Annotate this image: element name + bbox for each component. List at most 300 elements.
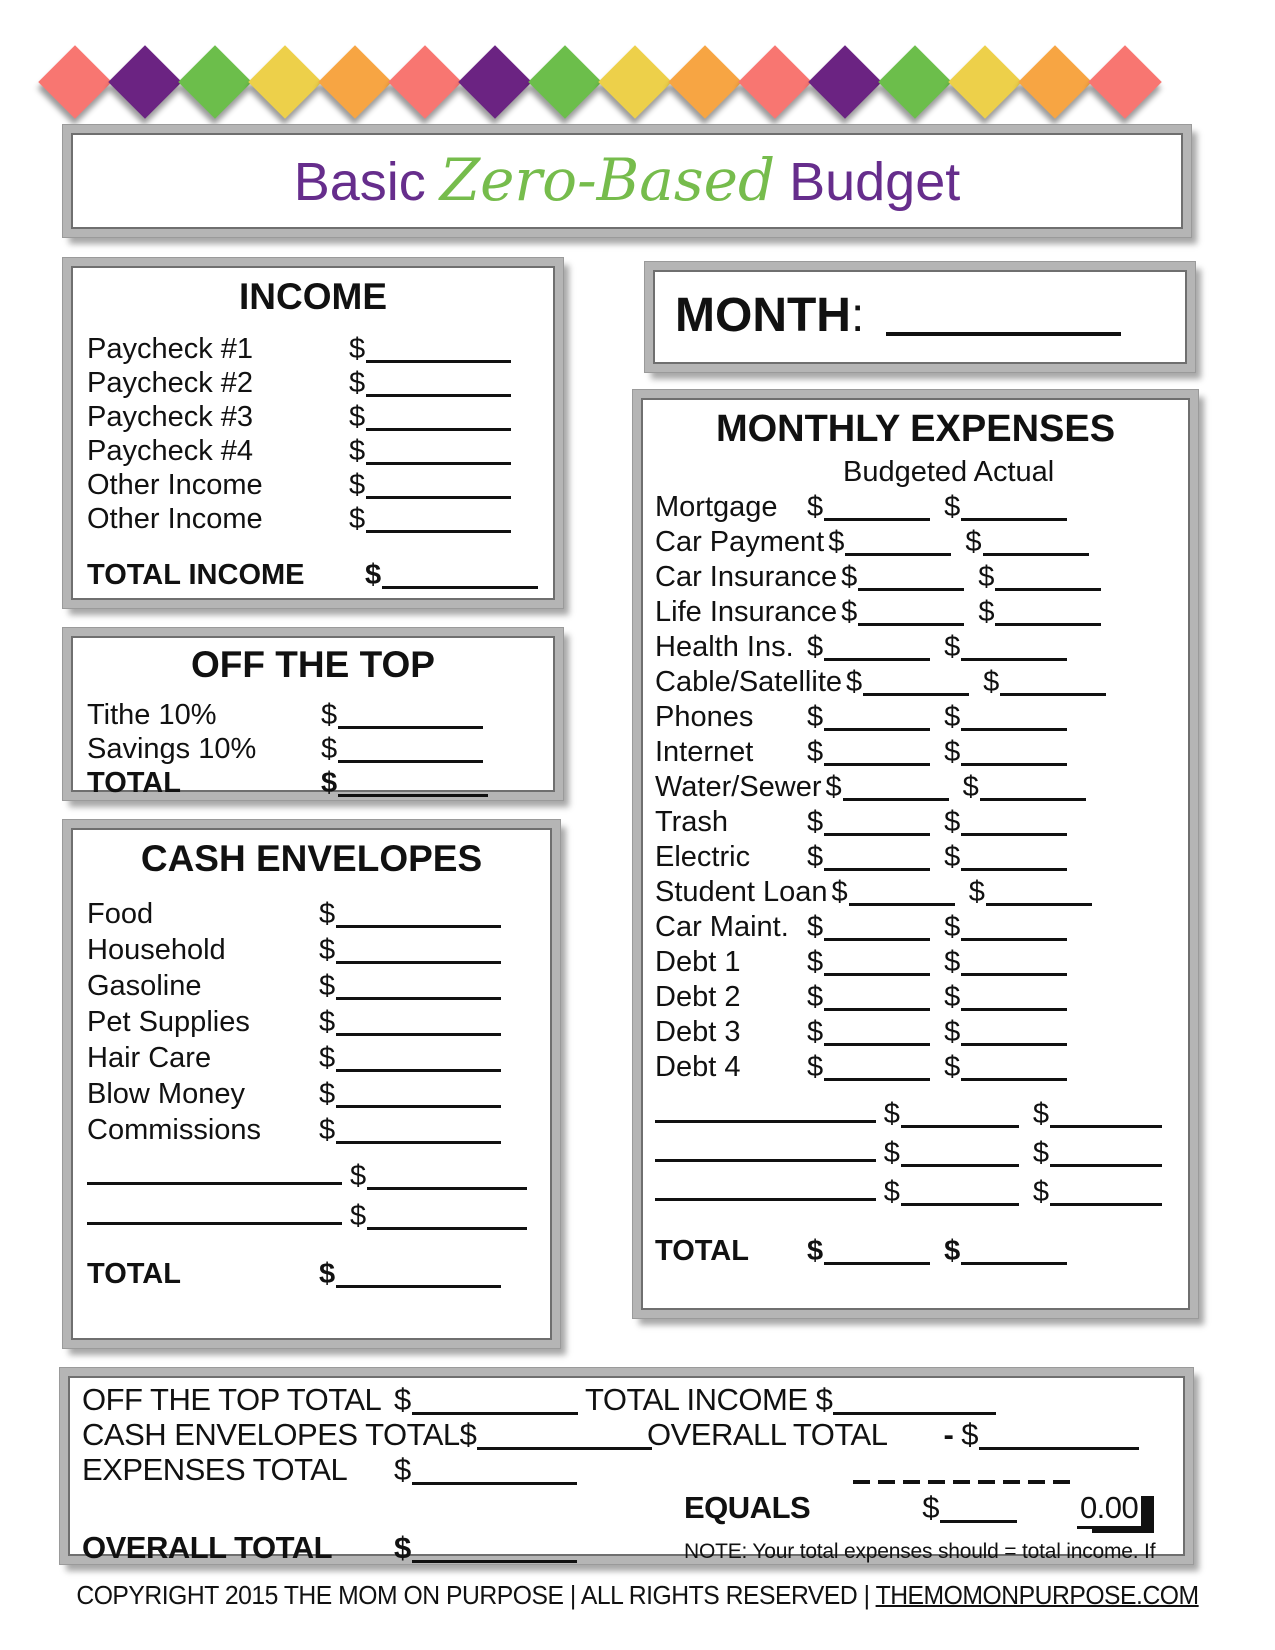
cash-envelope-label: Blow Money <box>87 1078 245 1110</box>
dollar-sign: $ <box>922 1490 939 1525</box>
summary-row-4 <box>82 1487 1171 1529</box>
expense-row <box>655 1050 1176 1085</box>
diamond-shape <box>598 45 672 119</box>
write-in-line <box>412 1482 577 1485</box>
diamond-shape <box>948 45 1022 119</box>
write-in-line <box>336 1105 501 1108</box>
budgeted-amount-field[interactable] <box>807 840 930 875</box>
income-amount-field[interactable] <box>349 332 511 366</box>
write-in-line <box>336 1069 501 1072</box>
actual-amount-field[interactable] <box>965 525 1088 560</box>
write-in-line <box>901 1125 1019 1128</box>
expense-row <box>655 945 1176 980</box>
budgeted-column-header: Budgeted <box>843 456 968 488</box>
dollar-sign: $ <box>807 1016 824 1048</box>
dollar-sign: $ <box>1032 1176 1049 1208</box>
month-box <box>645 262 1195 372</box>
actual-amount-field[interactable] <box>944 700 1067 735</box>
subtraction-line <box>853 1480 1075 1484</box>
dollar-sign: $ <box>394 1382 411 1417</box>
actual-amount-field[interactable] <box>978 560 1101 595</box>
write-in-line <box>824 938 930 941</box>
off-the-top-row <box>87 698 539 732</box>
expense-row <box>655 525 1176 560</box>
actual-amount-field[interactable] <box>944 735 1067 770</box>
write-in-line <box>412 1560 577 1563</box>
dollar-sign: $ <box>349 401 366 433</box>
budgeted-amount-field[interactable] <box>807 700 930 735</box>
total-income-summary-label: TOTAL INCOME <box>585 1382 808 1417</box>
dollar-sign: $ <box>807 491 824 523</box>
budgeted-amount-field[interactable] <box>807 910 930 945</box>
dollar-sign: $ <box>944 631 961 663</box>
cash-envelope-row <box>87 896 536 932</box>
dollar-sign: $ <box>319 1258 336 1290</box>
cash-envelope-row <box>87 1076 536 1112</box>
dollar-sign: $ <box>319 934 336 966</box>
income-label: Other Income <box>87 503 263 535</box>
expense-label: Car Maint. <box>655 911 789 943</box>
copyright-text: COPYRIGHT 2015 THE MOM ON PURPOSE | ALL RIGHTS RESERVED | <box>76 1580 876 1610</box>
actual-amount-field[interactable] <box>1033 1134 1162 1173</box>
overall-total-summary <box>82 1529 585 1566</box>
cash-envelopes-box <box>63 820 560 1348</box>
cash-envelope-amount-field[interactable] <box>350 1156 527 1196</box>
title-basic: Basic <box>293 152 426 212</box>
dollar-sign: $ <box>828 526 845 558</box>
diamond-shape <box>248 45 322 119</box>
write-in-line <box>824 1078 930 1081</box>
budgeted-amount-field[interactable] <box>828 525 951 560</box>
write-in-line <box>961 658 1067 661</box>
blank-category-line[interactable] <box>87 1182 342 1185</box>
expense-row <box>655 875 1176 910</box>
budgeted-amount-field[interactable] <box>807 805 930 840</box>
dollar-sign: $ <box>349 503 366 535</box>
write-in-line <box>336 925 501 928</box>
off-the-top-row <box>87 732 539 766</box>
expense-label: Debt 2 <box>655 981 741 1013</box>
budgeted-amount-field[interactable] <box>846 665 969 700</box>
diamond-shape <box>178 45 252 119</box>
actual-amount-field[interactable] <box>944 490 1067 525</box>
equals-row <box>585 1487 1171 1529</box>
income-label: Paycheck #1 <box>87 333 254 365</box>
write-in-line <box>338 726 483 729</box>
budgeted-amount-field[interactable] <box>807 1015 930 1050</box>
dollar-sign: $ <box>459 1417 477 1452</box>
expense-row <box>655 735 1176 770</box>
income-row <box>87 468 539 502</box>
diamond-shape <box>458 45 532 119</box>
dollar-sign: $ <box>944 911 961 943</box>
write-in-line <box>366 360 511 363</box>
expenses-total-row <box>655 1234 1176 1269</box>
cash-envelope-amount-field[interactable] <box>350 1196 527 1236</box>
cash-envelope-row <box>87 1004 536 1040</box>
expense-row <box>655 1015 1176 1050</box>
budgeted-amount-field[interactable] <box>884 1173 1019 1212</box>
blank-category-line[interactable] <box>655 1120 876 1123</box>
overall-total-subtraction <box>585 1417 1171 1452</box>
budgeted-amount-field[interactable] <box>832 875 955 910</box>
expense-row <box>655 840 1176 875</box>
income-amount-field[interactable] <box>349 468 511 502</box>
overall-total-right-label: OVERALL TOTAL <box>647 1417 888 1452</box>
actual-amount-field[interactable] <box>944 980 1067 1015</box>
note-cell <box>585 1529 1171 1570</box>
write-in-line <box>824 763 930 766</box>
cash-envelope-amount-field[interactable] <box>319 968 501 1004</box>
actual-amount-field[interactable] <box>944 945 1067 980</box>
actual-total-field[interactable] <box>944 1234 1067 1269</box>
actual-amount-field[interactable] <box>969 875 1092 910</box>
cash-envelope-label: Food <box>87 898 154 930</box>
summary-row-3 <box>82 1452 1171 1487</box>
income-label: Paycheck #4 <box>87 435 254 467</box>
summary-row-2 <box>82 1417 1171 1452</box>
dollar-sign: $ <box>944 1016 961 1048</box>
monthly-expenses-box <box>633 390 1198 1318</box>
cash-envelope-label: Commissions <box>87 1114 262 1146</box>
cash-envelopes-total-row <box>87 1256 536 1292</box>
title-budget: Budget <box>789 152 961 212</box>
expense-label: Student Loan <box>655 876 828 908</box>
write-in-line <box>961 763 1067 766</box>
cash-envelopes-header: CASH ENVELOPES <box>140 838 483 879</box>
budgeted-amount-field[interactable] <box>841 560 964 595</box>
dollar-sign: $ <box>807 806 824 838</box>
cash-envelope-amount-field[interactable] <box>319 932 501 968</box>
title-zero-based: Zero-Based <box>439 146 776 214</box>
write-in-line <box>824 1008 930 1011</box>
footer-link[interactable]: THEMOMONPURPOSE.COM <box>875 1580 1199 1610</box>
dollar-sign: $ <box>965 526 982 558</box>
budgeted-amount-field[interactable] <box>807 980 930 1015</box>
equals-target-value: 0.00 <box>1077 1490 1141 1529</box>
off-the-top-total-field[interactable] <box>321 766 488 800</box>
income-row <box>87 434 539 468</box>
write-in-line <box>1050 1164 1162 1167</box>
actual-amount-field[interactable] <box>978 595 1101 630</box>
expense-row <box>655 700 1176 735</box>
write-in-line <box>961 973 1067 976</box>
diamond-shape <box>738 45 812 119</box>
blank-category-line[interactable] <box>655 1159 876 1162</box>
cash-envelope-amount-field[interactable] <box>319 1040 501 1076</box>
overall-total-summary-field[interactable] <box>394 1530 577 1565</box>
off-the-top-total-summary-field[interactable] <box>394 1382 578 1417</box>
expense-label: Debt 3 <box>655 1016 741 1048</box>
cash-envelope-row <box>87 1112 536 1148</box>
expense-row <box>655 665 1176 700</box>
monthly-expenses-header: MONTHLY EXPENSES <box>715 408 1116 450</box>
write-in-line <box>1000 693 1106 696</box>
dollar-sign: $ <box>883 1098 900 1130</box>
dollar-sign: $ <box>883 1137 900 1169</box>
budgeted-total-field[interactable] <box>807 1234 930 1269</box>
write-in-line <box>366 462 511 465</box>
write-in-line <box>995 588 1101 591</box>
expense-rows <box>655 490 1176 1085</box>
income-total-row <box>87 558 539 592</box>
overall-total-subtraction-field[interactable] <box>943 1417 1139 1452</box>
title-box <box>63 125 1191 237</box>
diamond-shape <box>878 45 952 119</box>
dollar-sign: $ <box>944 981 961 1013</box>
income-amount-field[interactable] <box>349 502 511 536</box>
dollar-sign: $ <box>321 767 338 799</box>
month-colon: : <box>850 289 865 342</box>
expense-label: Internet <box>655 736 754 768</box>
write-in-line <box>858 588 964 591</box>
dollar-sign: $ <box>841 596 858 628</box>
expense-row <box>655 490 1176 525</box>
income-row <box>87 366 539 400</box>
income-label: Paycheck #2 <box>87 367 254 399</box>
write-in-line <box>858 623 964 626</box>
blank-expense-row <box>655 1173 1176 1212</box>
dollar-sign: $ <box>944 701 961 733</box>
equals-label: EQUALS <box>684 1490 811 1525</box>
write-in-line <box>901 1203 1019 1206</box>
budgeted-amount-field[interactable] <box>826 770 949 805</box>
dollar-sign: $ <box>1032 1098 1049 1130</box>
subtraction-line-cell <box>585 1452 1171 1487</box>
off-the-top-amount-field[interactable] <box>321 732 483 766</box>
budgeted-amount-field[interactable] <box>807 735 930 770</box>
write-in-line <box>986 903 1092 906</box>
blank-expense-row <box>655 1095 1176 1134</box>
dollar-sign: $ <box>983 666 1000 698</box>
dollar-sign: $ <box>319 898 336 930</box>
write-in-line <box>366 428 511 431</box>
expense-label: Mortgage <box>655 491 778 523</box>
expense-row <box>655 770 1176 805</box>
month-label: MONTH <box>675 289 851 342</box>
write-in-line <box>961 833 1067 836</box>
expense-label: Debt 1 <box>655 946 741 978</box>
write-in-line <box>961 1008 1067 1011</box>
dollar-sign: $ <box>349 469 366 501</box>
dollar-sign: $ <box>319 1078 336 1110</box>
write-in-line <box>367 1227 527 1230</box>
expenses-total-summary <box>82 1452 585 1487</box>
income-total-label: TOTAL INCOME <box>87 559 305 591</box>
expense-label: Trash <box>655 806 729 838</box>
dollar-sign: $ <box>841 561 858 593</box>
write-in-line <box>961 1262 1067 1265</box>
dollar-sign: $ <box>807 701 824 733</box>
dollar-sign: $ <box>807 911 824 943</box>
summary-box <box>60 1368 1193 1564</box>
expense-row <box>655 560 1176 595</box>
cash-envelope-label: Pet Supplies <box>87 1006 250 1038</box>
budgeted-amount-field[interactable] <box>807 630 930 665</box>
expense-label: Car Insurance <box>655 561 838 593</box>
dollar-sign: $ <box>319 1114 336 1146</box>
actual-amount-field[interactable] <box>963 770 1086 805</box>
cash-envelope-label: Household <box>87 934 226 966</box>
month-write-in-line[interactable] <box>886 332 1121 336</box>
dollar-sign: $ <box>807 946 824 978</box>
actual-amount-field[interactable] <box>944 910 1067 945</box>
expense-label: Cable/Satellite <box>655 666 842 698</box>
off-the-top-total-summary-label: OFF THE TOP TOTAL <box>82 1382 382 1417</box>
diamond-shape <box>1088 45 1162 119</box>
income-total-field[interactable] <box>365 558 538 592</box>
expense-label: Water/Sewer <box>655 771 822 803</box>
write-in-line <box>382 586 538 589</box>
write-in-line <box>961 868 1067 871</box>
dollar-sign: $ <box>962 771 979 803</box>
actual-amount-field[interactable] <box>944 1050 1067 1085</box>
write-in-line <box>849 903 955 906</box>
cash-envelope-rows <box>87 896 536 1148</box>
blank-category-line[interactable] <box>655 1198 876 1201</box>
dollar-sign: $ <box>319 970 336 1002</box>
dollar-sign: $ <box>944 946 961 978</box>
dollar-sign: $ <box>968 876 985 908</box>
budgeted-amount-field[interactable] <box>884 1134 1019 1173</box>
cash-envelopes-total-summary-label: CASH ENVELOPES TOTAL <box>82 1417 460 1452</box>
write-in-line <box>961 1078 1067 1081</box>
diamond-shape <box>528 45 602 119</box>
dollar-sign: $ <box>807 1235 824 1267</box>
write-in-line <box>824 518 930 521</box>
actual-amount-field[interactable] <box>944 1015 1067 1050</box>
write-in-line <box>336 997 501 1000</box>
write-in-line <box>336 1285 501 1288</box>
write-in-line <box>824 728 930 731</box>
write-in-line <box>367 1187 527 1190</box>
cash-envelopes-total-summary <box>82 1417 585 1452</box>
cash-envelope-label: Hair Care <box>87 1042 212 1074</box>
off-the-top-amount-field[interactable] <box>321 698 483 732</box>
expense-label: Phones <box>655 701 754 733</box>
write-in-line <box>961 1043 1067 1046</box>
dollar-sign: $ <box>349 435 366 467</box>
blank-category-line[interactable] <box>87 1222 342 1225</box>
equals-field[interactable] <box>922 1490 1017 1525</box>
expense-label: Debt 4 <box>655 1051 741 1083</box>
diamond-shape <box>108 45 182 119</box>
write-in-line <box>336 1141 501 1144</box>
blank-cash-envelope-row <box>87 1196 536 1236</box>
cash-envelope-amount-field[interactable] <box>319 1004 501 1040</box>
off-the-top-label: Savings 10% <box>87 733 257 765</box>
footer <box>32 1580 1243 1611</box>
expense-label: Car Payment <box>655 526 825 558</box>
dollar-sign: $ <box>365 559 382 591</box>
actual-column-header: Actual <box>973 456 1055 488</box>
expenses-total-summary-field[interactable] <box>394 1452 577 1487</box>
write-in-line <box>961 518 1067 521</box>
income-header: INCOME <box>239 276 387 317</box>
write-in-line <box>845 553 951 556</box>
actual-amount-field[interactable] <box>944 805 1067 840</box>
income-amount-field[interactable] <box>349 434 511 468</box>
budgeted-amount-field[interactable] <box>884 1095 1019 1134</box>
actual-amount-field[interactable] <box>944 630 1067 665</box>
actual-amount-field[interactable] <box>1033 1173 1162 1212</box>
dollar-sign: $ <box>807 841 824 873</box>
cash-envelopes-total-field[interactable] <box>319 1256 501 1292</box>
dollar-sign: $ <box>1032 1137 1049 1169</box>
expense-row <box>655 805 1176 840</box>
off-the-top-label: Tithe 10% <box>87 699 217 731</box>
expense-row <box>655 980 1176 1015</box>
budgeted-amount-field[interactable] <box>807 1050 930 1085</box>
off-the-top-header: OFF THE TOP <box>191 644 435 685</box>
diamond-shape <box>668 45 742 119</box>
income-row <box>87 332 539 366</box>
expense-row <box>655 630 1176 665</box>
write-in-line <box>824 973 930 976</box>
write-in-line <box>961 938 1067 941</box>
expense-label: Electric <box>655 841 751 873</box>
write-in-line <box>863 693 969 696</box>
cash-envelope-amount-field[interactable] <box>319 896 501 932</box>
dollar-sign: $ <box>319 1042 336 1074</box>
write-in-line <box>336 961 501 964</box>
dollar-sign: $ <box>807 631 824 663</box>
write-in-line <box>980 798 1086 801</box>
actual-amount-field[interactable] <box>1033 1095 1162 1134</box>
dollar-sign: $ <box>978 561 995 593</box>
off-the-top-box <box>63 628 563 800</box>
note-text: NOTE: Your total expenses should = total income. If <box>684 1540 1156 1563</box>
budgeted-amount-field[interactable] <box>807 945 930 980</box>
budgeted-amount-field[interactable] <box>841 595 964 630</box>
cash-envelope-amount-field[interactable] <box>319 1112 501 1148</box>
write-in-line <box>979 1447 1139 1450</box>
income-amount-field[interactable] <box>349 366 511 400</box>
off-the-top-rows <box>87 698 539 766</box>
dollar-sign: $ <box>807 981 824 1013</box>
write-in-line <box>366 496 511 499</box>
write-in-line <box>366 530 511 533</box>
actual-amount-field[interactable] <box>983 665 1106 700</box>
off-the-top-total-label: TOTAL <box>87 767 181 799</box>
cash-envelope-amount-field[interactable] <box>319 1076 501 1112</box>
total-income-summary-field[interactable] <box>816 1382 997 1417</box>
write-in-line <box>940 1520 1017 1523</box>
expense-label: Life Insurance <box>655 596 838 628</box>
actual-amount-field[interactable] <box>944 840 1067 875</box>
diamond-shape <box>1018 45 1092 119</box>
summary-row-5 <box>82 1529 1171 1570</box>
dollar-sign: $ <box>825 771 842 803</box>
write-in-line <box>824 833 930 836</box>
dollar-sign: $ <box>944 1051 961 1083</box>
write-in-line <box>824 658 930 661</box>
write-in-line <box>1050 1125 1162 1128</box>
dollar-sign: $ <box>394 1530 411 1565</box>
income-label: Other Income <box>87 469 263 501</box>
write-in-line <box>824 868 930 871</box>
income-rows <box>87 332 539 536</box>
budgeted-amount-field[interactable] <box>807 490 930 525</box>
write-in-line <box>366 394 511 397</box>
write-in-line <box>983 553 1089 556</box>
expense-label: Health Ins. <box>655 631 794 663</box>
income-amount-field[interactable] <box>349 400 511 434</box>
income-row <box>87 400 539 434</box>
write-in-line <box>901 1164 1019 1167</box>
summary-row-1 <box>82 1382 1171 1417</box>
expense-row <box>655 910 1176 945</box>
